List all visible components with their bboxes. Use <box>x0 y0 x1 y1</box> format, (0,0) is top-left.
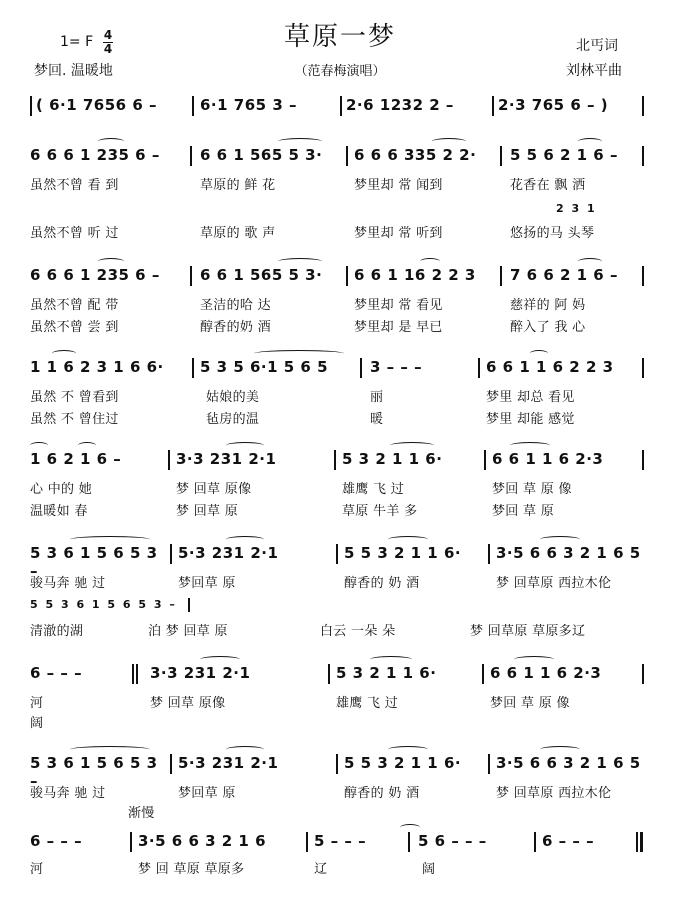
lyric-line: 草原的 歌 声 <box>200 226 276 241</box>
singer: （范春梅演唱） <box>294 64 386 79</box>
measure: 1 6 2 1 6 – <box>30 450 122 468</box>
lyric-line: 梦回草 原 <box>178 786 236 801</box>
measure: 3·3 231 2·1 <box>176 450 277 468</box>
lyric-line: 醇香的奶 酒 <box>200 320 271 335</box>
lyric-line: 毡房的温 <box>206 412 260 427</box>
measure: 3·5 6 6 3 2 1 6 5 <box>496 754 641 772</box>
measure: 3·3 231 2·1 <box>150 664 251 682</box>
score-row-9 <box>30 832 645 882</box>
lyric-line: 河 <box>30 862 44 877</box>
lyric-line: 梦里却 是 早已 <box>354 320 443 335</box>
song-title: 草原一梦 <box>283 22 396 52</box>
lyric-line: 梦 回草原 西拉木伦 <box>496 576 612 591</box>
lyric-line: 圣洁的哈 达 <box>200 298 271 313</box>
score-row-1 <box>30 96 645 120</box>
lyric-line: 暖 <box>370 412 384 427</box>
lyric-line: 醇香的 奶 酒 <box>344 576 420 591</box>
measure: 5 3 2 1 1 6· <box>336 664 437 682</box>
measure: 6 – – – <box>30 664 83 682</box>
lyric-line: 梦 回 草原 草原多 <box>138 862 245 877</box>
measure: 5 – – – <box>314 832 367 850</box>
lyric-line: 醇香的 奶 酒 <box>344 786 420 801</box>
measure: 5 3 6 1 5 6 5 3 – <box>30 544 158 580</box>
measure: 6 6 1 1 6 2·3 <box>490 664 602 682</box>
measure: ( 6·1 7656 6 – <box>36 96 158 114</box>
lyric-line: 梦里却 常 听到 <box>354 226 443 241</box>
lyric-line: 慈祥的 阿 妈 <box>510 298 586 313</box>
measure: 6 6 6 1 235 6 – <box>30 266 160 284</box>
score-row-7 <box>30 664 645 731</box>
measure: 5 3 2 1 1 6· <box>342 450 443 468</box>
measure: 7 6 6 2 1 6 – <box>510 266 618 284</box>
lyric-line: 梦回 草 原 <box>492 504 555 519</box>
key-signature: 1= F <box>60 34 94 50</box>
measure: 6 6 1 565 5 3· <box>200 266 323 284</box>
measure: 1 1 6 2 3 1 6 6· <box>30 358 164 376</box>
meter-bottom: 4 <box>103 42 113 56</box>
lyric-line: 梦回 草 原 像 <box>490 696 570 711</box>
lyric-line: 梦 回草原 草原多辽 <box>470 624 586 639</box>
measure: 6 6 1 1 6 2 2 3 <box>486 358 614 376</box>
score-row-2 <box>30 146 645 206</box>
measure: 5·3 231 2·1 <box>178 754 279 772</box>
lyric-line: 丽 <box>370 390 384 405</box>
measure: 5 5 3 2 1 1 6· <box>344 544 462 562</box>
measure: 6 – – – <box>542 832 595 850</box>
measure: 5 5 6 2 1 6 – <box>510 146 618 164</box>
score-row-8 <box>30 754 645 824</box>
lyric-line: 泊 梦 回草 原 <box>148 624 228 639</box>
lyric-line: 骏马奔 驰 过 <box>30 576 106 591</box>
measure: 6 6 6 1 235 6 – <box>30 146 160 164</box>
lyric-line: 虽然不曾 看 到 <box>30 178 119 193</box>
measure: 5 6 – – – <box>418 832 487 850</box>
lyric-line: 河 <box>30 696 44 711</box>
measure: 5 5 3 2 1 1 6· <box>344 754 462 772</box>
measure: 5 3 5 6·1 5 6 5 <box>200 358 329 376</box>
measure: 5 3 6 1 5 6 5 3 – <box>30 754 158 790</box>
measure: 6 6 6 335 2 2· <box>354 146 477 164</box>
lyric-line: 虽然不曾 尝 到 <box>30 320 119 335</box>
measure: 3 – – – <box>370 358 423 376</box>
lyric-line: 虽然不曾 听 过 <box>30 226 119 241</box>
lyric-line: 草原的 鲜 花 <box>200 178 276 193</box>
score-row-3 <box>30 266 645 336</box>
small-measure: 5 5 3 6 1 5 6 5 3 – <box>30 598 177 611</box>
score-row-6b <box>30 598 645 644</box>
measure: 6 6 1 565 5 3· <box>200 146 323 164</box>
measure: 3·5 6 6 3 2 1 6 <box>138 832 267 850</box>
measure: 2·6 1232 2 – <box>346 96 454 114</box>
lyric-line: 花香在 飘 洒 <box>510 178 586 193</box>
measure: 6 6 1 16 2 2 3 <box>354 266 476 284</box>
lyric-line: 梦 回草 原 <box>176 504 239 519</box>
score-row-4 <box>30 358 645 430</box>
measure: 6 – – – <box>30 832 83 850</box>
measure: 6 6 1 1 6 2·3 <box>492 450 604 468</box>
lyric-line: 虽然 不 曾住过 <box>30 412 119 427</box>
meter-top: 4 <box>103 28 113 42</box>
lyric-line: 梦里 却能 感觉 <box>486 412 575 427</box>
lyric-line: 梦 回草 原像 <box>176 482 252 497</box>
lyric-line: 虽然不曾 配 带 <box>30 298 119 313</box>
lyric-line: 心 中的 她 <box>30 482 93 497</box>
measure: 5·3 231 2·1 <box>178 544 279 562</box>
ornament-notes: 2 3 1 <box>556 202 597 215</box>
lyric-line: 梦里却 常 看见 <box>354 298 443 313</box>
lyric-line: 梦里却 常 闻到 <box>354 178 443 193</box>
lyric-line: 雄鹰 飞 过 <box>336 696 399 711</box>
lyric-extra: 阔 <box>30 716 44 731</box>
lyric-line: 辽 <box>314 862 328 877</box>
lyric-line: 阔 <box>422 862 436 877</box>
measure: 3·5 6 6 3 2 1 6 5 <box>496 544 641 562</box>
lyric-row-2b <box>30 202 645 242</box>
lyric-line: 梦回 草 原 像 <box>492 482 572 497</box>
lyric-line: 虽然 不 曾看到 <box>30 390 119 405</box>
lyric-line: 梦 回草原 西拉木伦 <box>496 786 612 801</box>
subtitle: 梦回. 温暖地 <box>34 63 113 79</box>
lyric-line: 醉入了 我 心 <box>510 320 586 335</box>
time-signature <box>103 30 113 55</box>
score-row-5 <box>30 450 645 522</box>
lyric-line: 梦回草 原 <box>178 576 236 591</box>
composer: 刘林平曲 <box>566 63 622 79</box>
lyric-line: 白云 一朵 朵 <box>320 624 396 639</box>
lyric-line: 梦 回草 原像 <box>150 696 226 711</box>
lyric-line: 温暖如 春 <box>30 504 88 519</box>
lyric-line: 雄鹰 飞 过 <box>342 482 405 497</box>
lyric-line: 梦里 却总 看见 <box>486 390 575 405</box>
measure: 2·3 765 6 – ) <box>498 96 609 114</box>
measure: 6·1 765 3 – <box>200 96 297 114</box>
tempo-marking: 渐慢 <box>128 806 155 821</box>
lyricist: 北丐词 <box>576 38 618 54</box>
lyric-line: 清澈的湖 <box>30 624 84 639</box>
lyric-line: 草原 牛羊 多 <box>342 504 418 519</box>
score-row-6 <box>30 544 645 594</box>
lyric-line: 骏马奔 驰 过 <box>30 786 106 801</box>
lyric-line: 悠扬的马 头琴 <box>510 226 595 241</box>
lyric-line: 姑娘的美 <box>206 390 260 405</box>
